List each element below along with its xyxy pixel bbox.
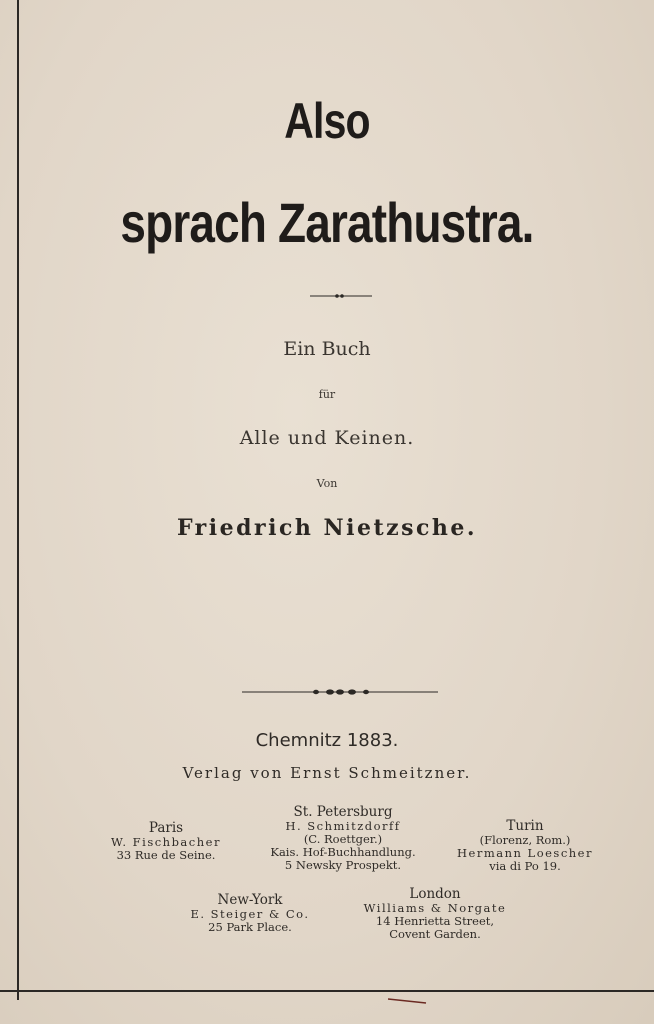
- distributor-address: via di Po 19.: [489, 859, 561, 873]
- distributor-name: H. Schmitzdorff: [285, 819, 401, 833]
- distributor-turin: [440, 818, 610, 873]
- distributor-city: London: [409, 886, 461, 902]
- subtitle-fur: für: [318, 388, 336, 401]
- distributor-city: St. Petersburg: [293, 804, 393, 820]
- subtitle-von: Von: [316, 477, 338, 490]
- publisher-line: Verlag von Ernst Schmeitzner.: [182, 764, 472, 782]
- distributor-name: Hermann Loescher: [457, 846, 593, 860]
- distributor-note: (Florenz, Rom.): [479, 833, 571, 847]
- distributor-paris: [86, 820, 246, 862]
- large-ornament-rule: [0, 682, 654, 702]
- distributor-note: Kais. Hof-Buchhandlung.: [270, 845, 416, 859]
- distributor-city: Turin: [506, 818, 544, 834]
- distributor-address: Covent Garden.: [389, 927, 481, 941]
- distributor-london: [340, 886, 530, 941]
- distributor-name: Williams & Norgate: [363, 901, 507, 915]
- subtitle-alle-und-keinen: Alle und Keinen.: [239, 427, 415, 449]
- subtitle-ein-buch: Ein Buch: [283, 338, 371, 360]
- author-name: Friedrich Nietzsche.: [176, 515, 478, 541]
- place-and-year: Chemnitz 1883.: [255, 730, 399, 751]
- title-line-2: sprach Zarathustra.: [120, 191, 534, 254]
- distributor-name: E. Steiger & Co.: [190, 907, 310, 921]
- ink-mark: [388, 998, 428, 1004]
- distributor-city: Paris: [148, 820, 184, 836]
- left-border-rule: [17, 0, 19, 1000]
- distributor-address: 14 Henrietta Street,: [375, 914, 495, 928]
- distributor-new-york: [160, 892, 340, 934]
- distributor-address: 25 Park Place.: [208, 920, 292, 934]
- distributor-city: New-York: [217, 892, 283, 908]
- small-ornament-rule: [0, 286, 654, 306]
- title-line-1: Also: [284, 93, 370, 149]
- distributor-address: 33 Rue de Seine.: [116, 848, 216, 862]
- distributor-note: (C. Roettger.): [303, 832, 383, 846]
- distributor-st-petersburg: [248, 804, 438, 872]
- distributor-address: 5 Newsky Prospekt.: [284, 858, 402, 872]
- bottom-border-rule: [0, 990, 654, 992]
- distributor-name: W. Fischbacher: [111, 835, 221, 849]
